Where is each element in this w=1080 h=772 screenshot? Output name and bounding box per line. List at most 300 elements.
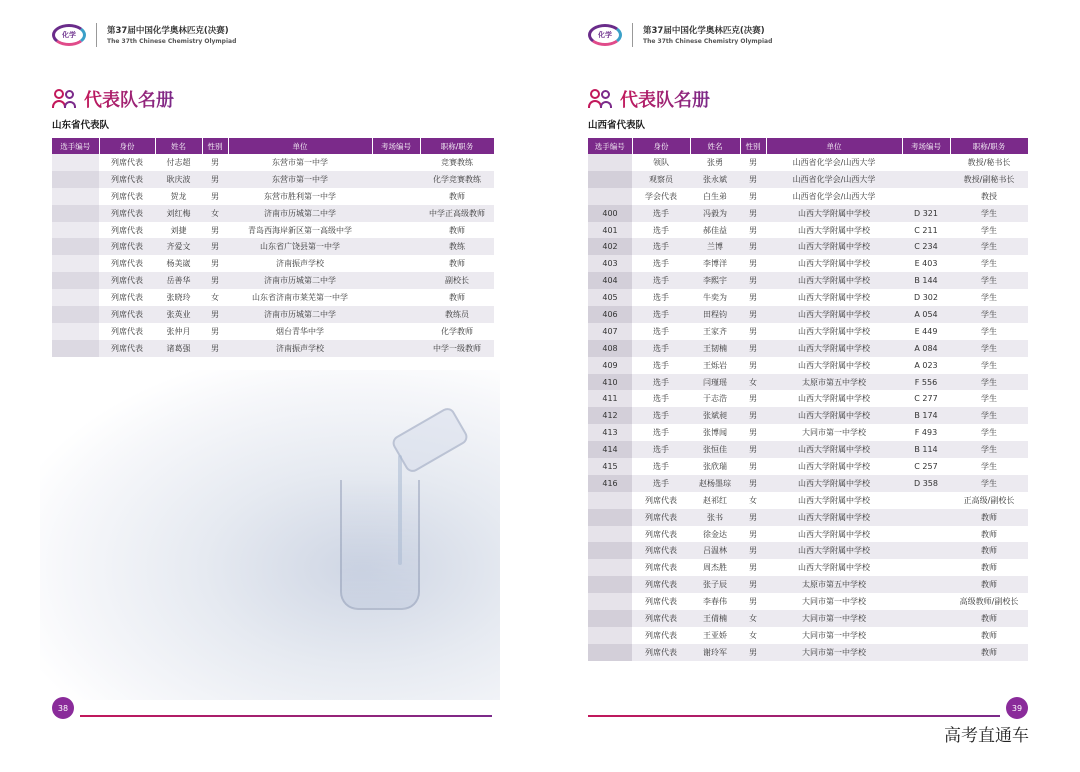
role-cell: 选手 [632,255,690,272]
title-cell: 教师 [950,576,1028,593]
header-title-en: The 37th Chinese Chemistry Olympiad [107,37,237,45]
name-cell: 张书 [690,509,740,526]
school-cell: 山西大学附属中学校 [766,323,902,340]
school-cell: 山西大学附属中学校 [766,458,902,475]
exam-room-cell: B 174 [902,407,950,424]
player-id-cell: 416 [588,475,632,492]
table-row [588,374,1028,391]
title-cell: 中学一级教师 [420,340,494,357]
olympiad-logo [52,24,86,46]
gender-cell: 女 [740,627,766,644]
table-row [588,441,1028,458]
name-cell: 白生弟 [690,188,740,205]
gender-cell: 男 [202,255,228,272]
player-id-cell: 402 [588,238,632,255]
column-header: 单位 [228,138,372,154]
liquid-stream-illustration [398,455,402,565]
beaker-illustration [340,480,420,610]
role-cell: 列席代表 [99,306,155,323]
name-cell: 冯毅为 [690,205,740,222]
table-row [588,171,1028,188]
name-cell: 张晓玲 [155,289,202,306]
gender-cell: 男 [202,222,228,239]
logo-text: 化学 [598,31,612,39]
table-row [588,272,1028,289]
role-cell: 选手 [632,289,690,306]
name-cell: 王倩楠 [690,610,740,627]
people-icon [52,89,78,109]
name-cell: 周杰胜 [690,559,740,576]
gender-cell: 女 [202,205,228,222]
player-id-cell: 408 [588,340,632,357]
gender-cell: 男 [740,289,766,306]
table-row [588,526,1028,543]
team-name: 山西省代表队 [588,120,646,131]
school-cell: 山西大学附属中学校 [766,475,902,492]
school-cell: 山西省化学会/山西大学 [766,171,902,188]
gender-cell: 男 [740,407,766,424]
exam-room-cell [372,205,420,222]
school-cell: 太原市第五中学校 [766,576,902,593]
table-row [588,458,1028,475]
gender-cell: 男 [202,238,228,255]
name-cell: 张仲月 [155,323,202,340]
role-cell: 列席代表 [99,255,155,272]
gender-cell: 男 [202,171,228,188]
table-row [588,576,1028,593]
table-row [52,289,494,306]
team-name: 山东省代表队 [52,120,110,131]
school-cell: 山西大学附属中学校 [766,272,902,289]
player-id-cell: 413 [588,424,632,441]
role-cell: 列席代表 [99,171,155,188]
name-cell: 诸葛强 [155,340,202,357]
title-cell: 学生 [950,357,1028,374]
gender-cell: 男 [740,357,766,374]
gender-cell: 女 [202,289,228,306]
table-row [588,644,1028,661]
title-cell: 学生 [950,424,1028,441]
player-id-cell: 412 [588,407,632,424]
gender-cell: 男 [740,188,766,205]
player-id-cell: 410 [588,374,632,391]
column-header: 身份 [632,138,690,154]
name-cell: 李博洋 [690,255,740,272]
gender-cell: 男 [740,559,766,576]
school-cell: 山西大学附属中学校 [766,407,902,424]
table-row [588,188,1028,205]
name-cell: 张斌昶 [690,407,740,424]
player-id-cell: 415 [588,458,632,475]
title-cell: 学生 [950,255,1028,272]
section-title: 代表队名册 [84,86,174,112]
name-cell: 贺龙 [155,188,202,205]
player-id-cell [52,188,99,205]
exam-room-cell [902,171,950,188]
exam-room-cell [902,542,950,559]
school-cell: 山西大学附属中学校 [766,492,902,509]
exam-room-cell [902,644,950,661]
name-cell: 谢玲军 [690,644,740,661]
player-id-cell: 400 [588,205,632,222]
exam-room-cell [372,306,420,323]
name-cell: 张欣瑞 [690,458,740,475]
exam-room-cell: D 302 [902,289,950,306]
page-header [588,22,772,48]
title-cell: 教练 [420,238,494,255]
gender-cell: 男 [740,576,766,593]
exam-room-cell [902,593,950,610]
player-id-cell: 409 [588,357,632,374]
role-cell: 选手 [632,424,690,441]
player-id-cell [52,255,99,272]
player-id-cell [52,323,99,340]
role-cell: 列席代表 [632,610,690,627]
player-id-cell: 403 [588,255,632,272]
exam-room-cell: C 277 [902,390,950,407]
player-id-cell [52,340,99,357]
player-id-cell [588,627,632,644]
column-header: 考场编号 [372,138,420,154]
table-row [52,323,494,340]
exam-room-cell [372,154,420,171]
name-cell: 王家齐 [690,323,740,340]
exam-room-cell [372,289,420,306]
exam-room-cell [372,340,420,357]
title-cell: 教师 [950,610,1028,627]
header-title-cn: 第37届中国化学奥林匹克(决赛) [643,25,765,36]
role-cell: 列席代表 [632,593,690,610]
title-cell: 教师 [950,559,1028,576]
gender-cell: 男 [740,340,766,357]
player-id-cell [52,171,99,188]
gender-cell: 男 [202,272,228,289]
gender-cell: 男 [740,222,766,239]
school-cell: 济南市历城第二中学 [228,306,372,323]
player-id-cell [588,610,632,627]
name-cell: 刘红梅 [155,205,202,222]
footer-line [80,715,492,717]
role-cell: 列席代表 [99,272,155,289]
name-cell: 赵杨墨琮 [690,475,740,492]
role-cell: 选手 [632,340,690,357]
school-cell: 大同市第一中学校 [766,627,902,644]
exam-room-cell: C 234 [902,238,950,255]
role-cell: 列席代表 [632,627,690,644]
gender-cell: 男 [740,526,766,543]
page-number: 38 [52,697,74,719]
page-number: 39 [1006,697,1028,719]
title-cell: 学生 [950,475,1028,492]
column-header: 性别 [202,138,228,154]
role-cell: 选手 [632,238,690,255]
name-cell: 于志浩 [690,390,740,407]
title-cell: 中学正高级教师 [420,205,494,222]
exam-room-cell [902,627,950,644]
table-header-row [588,138,1028,154]
school-cell: 山西大学附属中学校 [766,289,902,306]
title-cell: 学生 [950,407,1028,424]
role-cell: 列席代表 [99,188,155,205]
header-divider [96,23,97,47]
player-id-cell [52,154,99,171]
roster-table-left [52,138,495,357]
player-id-cell [52,222,99,239]
role-cell: 列席代表 [99,205,155,222]
gender-cell: 男 [740,644,766,661]
school-cell: 大同市第一中学校 [766,593,902,610]
role-cell: 列席代表 [632,509,690,526]
table-row [588,323,1028,340]
player-id-cell [52,238,99,255]
role-cell: 列席代表 [99,340,155,357]
table-row [588,306,1028,323]
role-cell: 列席代表 [632,559,690,576]
title-cell: 教授/副秘书长 [950,171,1028,188]
table-row [588,340,1028,357]
player-id-cell [52,289,99,306]
title-cell: 教师 [950,509,1028,526]
exam-room-cell [902,526,950,543]
role-cell: 列席代表 [632,576,690,593]
player-id-cell [588,492,632,509]
column-header: 单位 [766,138,902,154]
exam-room-cell: C 257 [902,458,950,475]
table-row [588,154,1028,171]
gender-cell: 男 [740,458,766,475]
title-cell: 高级教师/副校长 [950,593,1028,610]
exam-room-cell [902,154,950,171]
school-cell: 山西大学附属中学校 [766,559,902,576]
name-cell: 耿庆波 [155,171,202,188]
gender-cell: 女 [740,374,766,391]
player-id-cell [588,644,632,661]
school-cell: 大同市第一中学校 [766,644,902,661]
exam-room-cell [902,492,950,509]
player-id-cell [588,593,632,610]
header-title-cn: 第37届中国化学奥林匹克(决赛) [107,25,229,36]
gender-cell: 男 [740,255,766,272]
table-row [588,542,1028,559]
name-cell: 王亚娇 [690,627,740,644]
school-cell: 山西省化学会/山西大学 [766,188,902,205]
player-id-cell [588,542,632,559]
player-id-cell [52,272,99,289]
school-cell: 济南振声学校 [228,255,372,272]
table-header-row [52,138,494,154]
gender-cell: 男 [202,188,228,205]
school-cell: 大同市第一中学校 [766,610,902,627]
player-id-cell: 406 [588,306,632,323]
table-row [588,390,1028,407]
school-cell: 山东省广饶县第一中学 [228,238,372,255]
school-cell: 济南市历城第二中学 [228,205,372,222]
table-row [588,424,1028,441]
title-cell: 正高级/副校长 [950,492,1028,509]
name-cell: 王烁岩 [690,357,740,374]
school-cell: 东营市胜利第一中学 [228,188,372,205]
name-cell: 吕温林 [690,542,740,559]
gender-cell: 男 [202,323,228,340]
title-cell: 教师 [420,222,494,239]
exam-room-cell: F 493 [902,424,950,441]
exam-room-cell: A 054 [902,306,950,323]
title-cell: 教授 [950,188,1028,205]
name-cell: 郝佳益 [690,222,740,239]
name-cell: 王韧楠 [690,340,740,357]
role-cell: 观察员 [632,171,690,188]
title-cell: 化学教师 [420,323,494,340]
table-row [588,610,1028,627]
gender-cell: 男 [202,306,228,323]
gender-cell: 男 [740,238,766,255]
school-cell: 东营市第一中学 [228,154,372,171]
roster-table-right [588,138,1029,661]
school-cell: 山东省济南市莱芜第一中学 [228,289,372,306]
gender-cell: 女 [740,492,766,509]
column-header: 考场编号 [902,138,950,154]
player-id-cell [588,559,632,576]
exam-room-cell [372,238,420,255]
table-row [588,407,1028,424]
exam-room-cell [372,222,420,239]
gender-cell: 男 [740,272,766,289]
title-cell: 学生 [950,272,1028,289]
table-row [52,238,494,255]
title-cell: 教练员 [420,306,494,323]
school-cell: 山西大学附属中学校 [766,441,902,458]
exam-room-cell: B 114 [902,441,950,458]
exam-room-cell [902,610,950,627]
school-cell: 济南振声学校 [228,340,372,357]
header-title-en: The 37th Chinese Chemistry Olympiad [643,37,773,45]
role-cell: 列席代表 [632,526,690,543]
school-cell: 青岛西海岸新区第一高级中学 [228,222,372,239]
table-row [52,340,494,357]
school-cell: 山西大学附属中学校 [766,238,902,255]
watermark-text: 高考直通车 [944,726,1029,746]
school-cell: 山西大学附属中学校 [766,509,902,526]
exam-room-cell: B 144 [902,272,950,289]
exam-room-cell [372,171,420,188]
exam-room-cell [902,188,950,205]
role-cell: 选手 [632,475,690,492]
role-cell: 列席代表 [99,289,155,306]
school-cell: 东营市第一中学 [228,171,372,188]
name-cell: 张永斌 [690,171,740,188]
school-cell: 大同市第一中学校 [766,424,902,441]
name-cell: 齐爱文 [155,238,202,255]
school-cell: 太原市第五中学校 [766,374,902,391]
title-cell: 教师 [950,526,1028,543]
school-cell: 山西大学附属中学校 [766,542,902,559]
school-cell: 济南市历城第二中学 [228,272,372,289]
gender-cell: 男 [740,475,766,492]
gender-cell: 男 [202,154,228,171]
column-header: 选手编号 [52,138,99,154]
table-row [52,154,494,171]
name-cell: 兰博 [690,238,740,255]
player-id-cell: 401 [588,222,632,239]
table-row [52,171,494,188]
school-cell: 山西大学附属中学校 [766,340,902,357]
player-id-cell: 407 [588,323,632,340]
title-cell: 学生 [950,238,1028,255]
title-cell: 教师 [420,188,494,205]
player-id-cell [588,188,632,205]
olympiad-logo [588,24,622,46]
role-cell: 选手 [632,222,690,239]
gender-cell: 男 [740,542,766,559]
title-cell: 学生 [950,340,1028,357]
school-cell: 山西大学附属中学校 [766,222,902,239]
column-header: 身份 [99,138,155,154]
player-id-cell [588,509,632,526]
exam-room-cell [902,509,950,526]
role-cell: 选手 [632,458,690,475]
name-cell: 刘捷 [155,222,202,239]
header-divider [632,23,633,47]
column-header: 姓名 [155,138,202,154]
gender-cell: 男 [740,390,766,407]
role-cell: 选手 [632,407,690,424]
role-cell: 选手 [632,441,690,458]
exam-room-cell: D 321 [902,205,950,222]
exam-room-cell: A 084 [902,340,950,357]
gender-cell: 男 [202,340,228,357]
name-cell: 牛奕为 [690,289,740,306]
title-cell: 学生 [950,458,1028,475]
name-cell: 张英业 [155,306,202,323]
title-cell: 学生 [950,289,1028,306]
role-cell: 选手 [632,205,690,222]
title-cell: 竞赛教练 [420,154,494,171]
school-cell: 山西大学附属中学校 [766,390,902,407]
table-row [52,222,494,239]
role-cell: 选手 [632,306,690,323]
table-row [588,255,1028,272]
gender-cell: 男 [740,306,766,323]
page-header [52,22,236,48]
name-cell: 田程钧 [690,306,740,323]
table-row [52,188,494,205]
role-cell: 选手 [632,357,690,374]
player-id-cell [588,171,632,188]
column-header: 职称/职务 [420,138,494,154]
title-cell: 化学竞赛教练 [420,171,494,188]
title-cell: 学生 [950,222,1028,239]
gender-cell: 男 [740,509,766,526]
player-id-cell: 405 [588,289,632,306]
role-cell: 列席代表 [99,154,155,171]
player-id-cell: 414 [588,441,632,458]
table-row [588,627,1028,644]
role-cell: 列席代表 [632,542,690,559]
title-cell: 学生 [950,374,1028,391]
column-header: 选手编号 [588,138,632,154]
player-id-cell: 404 [588,272,632,289]
school-cell: 烟台青华中学 [228,323,372,340]
player-id-cell [588,154,632,171]
title-cell: 学生 [950,441,1028,458]
exam-room-cell [372,272,420,289]
name-cell: 张博闻 [690,424,740,441]
name-cell: 张勇 [690,154,740,171]
role-cell: 列席代表 [99,323,155,340]
player-id-cell [588,526,632,543]
name-cell: 徐金达 [690,526,740,543]
section-title-row [52,86,174,112]
